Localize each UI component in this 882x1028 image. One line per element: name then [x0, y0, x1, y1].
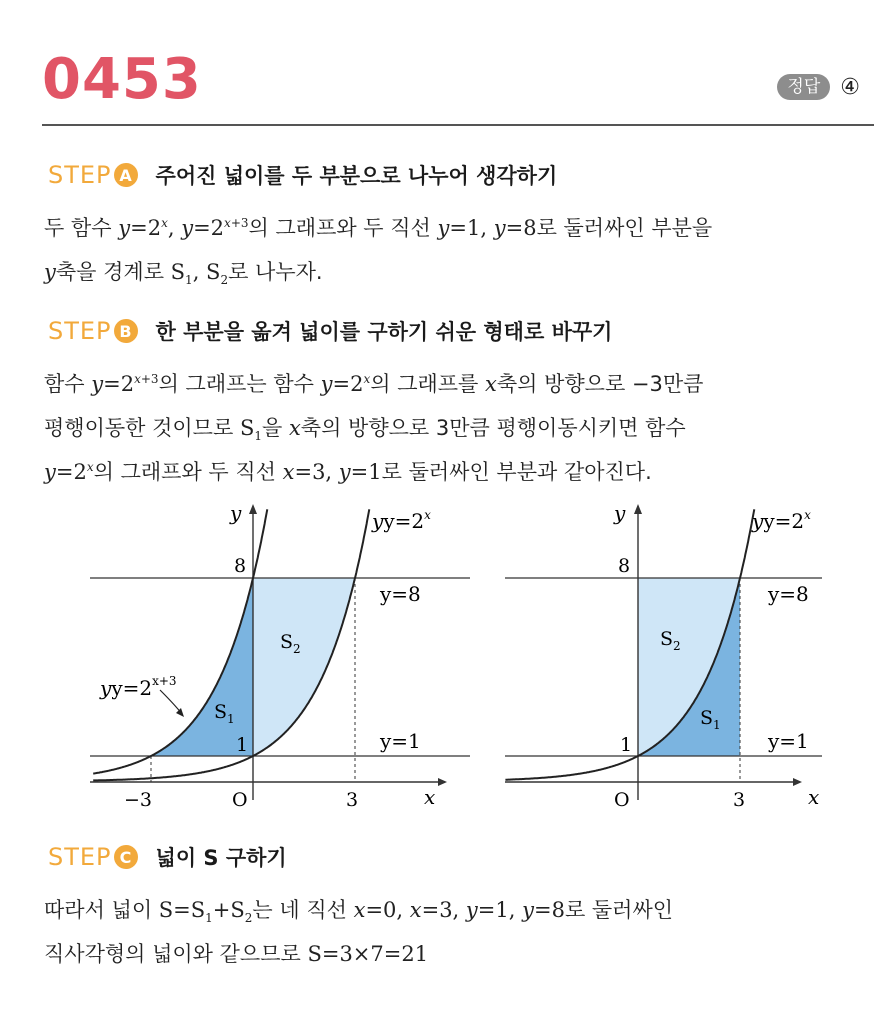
tick-8: 8: [234, 555, 247, 577]
region-s1-fill: [151, 578, 253, 756]
step-c-title: 넓이 S 구하기: [155, 846, 287, 870]
region-s2-fill: [253, 578, 355, 756]
problem-header: [0, 0, 882, 130]
y-axis-label: y: [614, 501, 626, 525]
problem-number: 0453: [42, 47, 202, 112]
step-a-line-1: 두 함수 $y=2^x$, $y=2^{x+3}$의 그래프와 두 직선 y=1, y=8로 둘러싸인 부분을: [44, 216, 713, 240]
step-c-line-1: 따라서 넓이 $S=S_1+S_2$는 네 직선 x=0, x=3, y=1, y=8로 둘러싸인: [44, 898, 674, 926]
graph-right: [505, 501, 822, 811]
line-y1-label: y=1: [768, 729, 809, 753]
origin-label: O: [614, 789, 630, 811]
curve-2x-label: $yy=2^x$: [752, 508, 811, 533]
step-b-heading: [48, 316, 612, 346]
curve-2x-label: $yy=2^x$: [372, 508, 431, 533]
step-c-line-2: 직사각형의 넓이와 같으므로 S=3×7=21: [44, 942, 429, 966]
y-axis-arrow: [249, 504, 257, 514]
region-s1-label: $S_1$: [700, 707, 721, 732]
y-axis-arrow: [634, 504, 642, 514]
step-b-line-3: $y=2^x$의 그래프와 두 직선 x=3, y=1로 둘러싸인 부분과 같아진다.: [44, 460, 652, 484]
answer-badge: 정답: [777, 74, 830, 100]
tick-1: 1: [236, 734, 249, 756]
step-b-line-1: 함수 $y=2^{x+3}$의 그래프는 함수 $y=2^x$의 그래프를 x축의 방향으로 −3만큼: [44, 372, 704, 396]
label-pointer-head: [176, 708, 184, 717]
tick-1: 1: [620, 734, 633, 756]
header-divider: [42, 124, 874, 126]
line-y1-label: y=1: [380, 729, 421, 753]
graph-left: [90, 501, 470, 811]
step-c-letter: C: [114, 845, 138, 869]
step-a-line-2: y축을 경계로 $S_1$, $S_2$로 나누자.: [44, 260, 323, 288]
region-s2-label: $S_2$: [280, 631, 301, 656]
x-axis-label: x: [808, 785, 820, 809]
answer-value: ④: [840, 74, 860, 100]
step-b-line-2: 평행이동한 것이므로 $S_1$을 x축의 방향으로 3만큼 평행이동시키면 함수: [44, 416, 686, 444]
answer-box: [777, 74, 860, 100]
region-s1-label: $S_1$: [214, 701, 235, 726]
line-y8-label: y=8: [768, 582, 809, 606]
tick-3: 3: [733, 789, 746, 811]
step-c-heading: [48, 842, 287, 872]
tick-neg3: −3: [124, 789, 153, 811]
tick-3: 3: [346, 789, 359, 811]
step-a-word: STEP: [48, 161, 112, 189]
graphs-svg: [0, 500, 882, 820]
region-s2-label: $S_2$: [660, 628, 681, 653]
step-c-word: STEP: [48, 843, 112, 871]
curve-2x3-label: $yy=2^{x+3}$: [100, 674, 177, 700]
y-axis-label: y: [230, 501, 242, 525]
x-axis-label: x: [424, 785, 436, 809]
step-b-letter: B: [114, 319, 138, 343]
x-axis-arrow: [438, 778, 447, 786]
x-axis-arrow: [793, 778, 802, 786]
step-b-word: STEP: [48, 317, 112, 345]
step-b-title: 한 부분을 옮겨 넓이를 구하기 쉬운 형태로 바꾸기: [155, 320, 613, 344]
step-a-letter: A: [114, 163, 138, 187]
line-y8-label: y=8: [380, 582, 421, 606]
step-a-heading: [48, 160, 557, 190]
origin-label: O: [232, 789, 248, 811]
graphs-area: [0, 500, 882, 820]
tick-8: 8: [618, 555, 631, 577]
step-a-title: 주어진 넓이를 두 부분으로 나누어 생각하기: [155, 164, 558, 188]
